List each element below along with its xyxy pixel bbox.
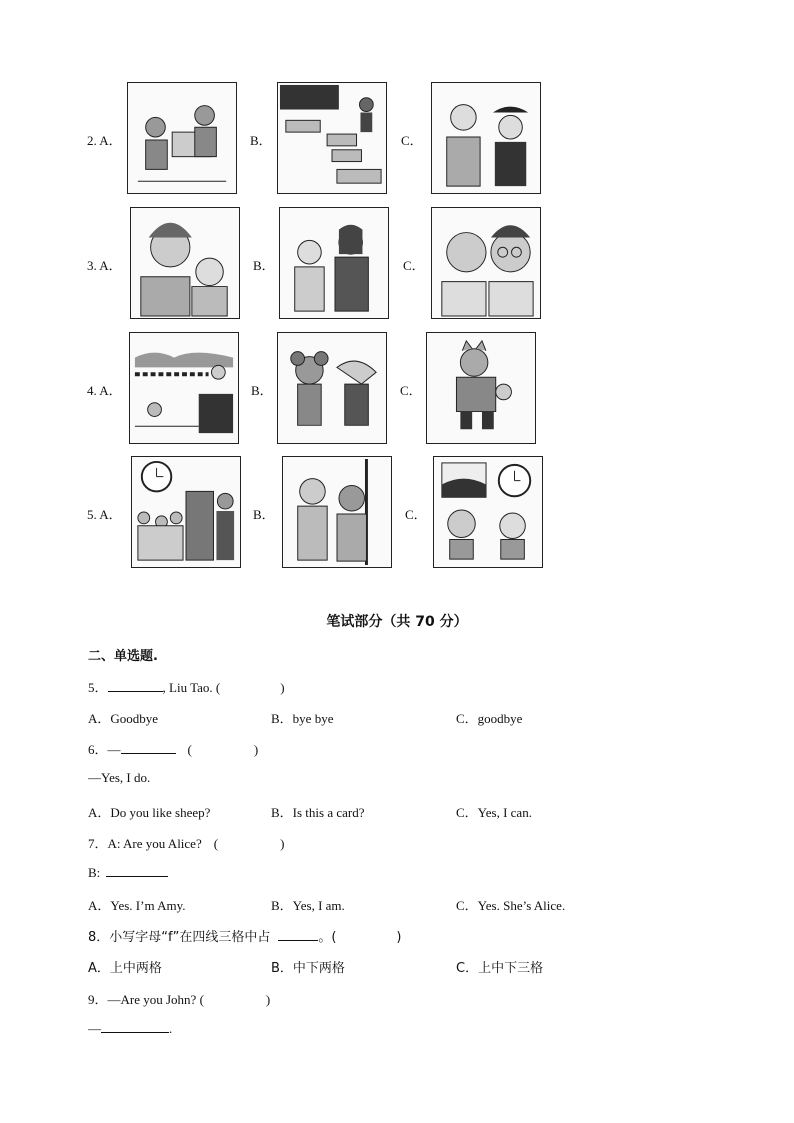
option-label-b: B． xyxy=(253,507,275,522)
question-6: 6．— ( ) xyxy=(88,742,259,757)
question-number: 6．— xyxy=(88,742,121,757)
question-number: 3. A． xyxy=(87,258,122,273)
picture-option-b[interactable] xyxy=(277,82,387,194)
option-label-c: C． xyxy=(401,133,423,148)
question-text: , Liu Tao. ( xyxy=(162,680,221,695)
picture-option-a[interactable] xyxy=(131,456,241,568)
question-number: 2. A． xyxy=(87,133,122,148)
question-7: 7．A: Are you Alice? ( ) xyxy=(88,836,285,851)
question-text: 8．小写字母“f”在四线三格中占 xyxy=(88,930,271,945)
picture-question-5 xyxy=(0,456,794,572)
question-5 xyxy=(88,677,285,696)
q6-reply: —Yes, I do. xyxy=(88,770,151,785)
picture-option-c[interactable] xyxy=(431,82,541,194)
part-heading: 二、单选题. xyxy=(88,649,158,664)
picture-option-b[interactable] xyxy=(282,456,392,568)
q5-option-a[interactable]: A．Goodbye xyxy=(88,711,159,726)
answer-blank[interactable] xyxy=(121,741,176,754)
picture-question-4 xyxy=(0,332,794,448)
picture-question-3 xyxy=(0,207,794,323)
answer-blank[interactable] xyxy=(106,864,168,877)
q5-option-b[interactable]: B．bye bye xyxy=(271,711,334,726)
option-label-b: B． xyxy=(253,258,275,273)
q6-option-c[interactable]: C．Yes, I can. xyxy=(456,805,532,820)
picture-option-a[interactable] xyxy=(127,82,237,194)
picture-option-c[interactable] xyxy=(426,332,536,444)
answer-blank[interactable] xyxy=(108,679,163,692)
option-label-b: B． xyxy=(251,383,273,398)
picture-option-c[interactable] xyxy=(433,456,543,568)
question-8: 8．小写字母“f”在四线三格中占 。( ) xyxy=(88,930,402,945)
question-number: 5． xyxy=(88,680,108,695)
q6-option-a[interactable]: A．Do you like sheep? xyxy=(88,805,211,820)
q7-option-b[interactable]: B．Yes, I am. xyxy=(271,898,345,913)
question-number: 5. A． xyxy=(87,507,122,522)
q6-option-b[interactable]: B．Is this a card? xyxy=(271,805,365,820)
question-text: 7．A: Are you Alice? xyxy=(88,836,202,851)
picture-option-b[interactable] xyxy=(279,207,389,319)
q8-option-a[interactable]: A．上中两格 xyxy=(88,961,162,976)
question-9: 9．—Are you John? ( ) xyxy=(88,992,271,1007)
option-label-b: B． xyxy=(250,133,272,148)
option-label-c: C． xyxy=(405,507,427,522)
q8-option-c[interactable]: C．上中下三格 xyxy=(456,961,544,976)
picture-option-a[interactable] xyxy=(129,332,239,444)
section-title: 笔试部分（共 70 分） xyxy=(326,614,468,630)
question-number: 4. A． xyxy=(87,383,122,398)
option-label-c: C． xyxy=(400,383,422,398)
picture-option-a[interactable] xyxy=(130,207,240,319)
q7-option-c[interactable]: C．Yes. She’s Alice. xyxy=(456,898,566,913)
q8-option-b[interactable]: B．中下两格 xyxy=(271,961,345,976)
picture-option-b[interactable] xyxy=(277,332,387,444)
answer-blank[interactable] xyxy=(101,1020,169,1033)
answer-blank[interactable] xyxy=(278,928,318,941)
q5-option-c[interactable]: C．goodbye xyxy=(456,711,523,726)
paren-close: ) xyxy=(280,680,285,695)
q7-option-a[interactable]: A．Yes. I’m Amy. xyxy=(88,898,186,913)
picture-question-2 xyxy=(0,82,794,198)
picture-option-c[interactable] xyxy=(431,207,541,319)
q9-reply: — . xyxy=(88,1021,173,1036)
q7-b-line: B: xyxy=(88,864,168,881)
question-text: 9．—Are you John? ( xyxy=(88,992,204,1007)
option-label-c: C． xyxy=(403,258,425,273)
